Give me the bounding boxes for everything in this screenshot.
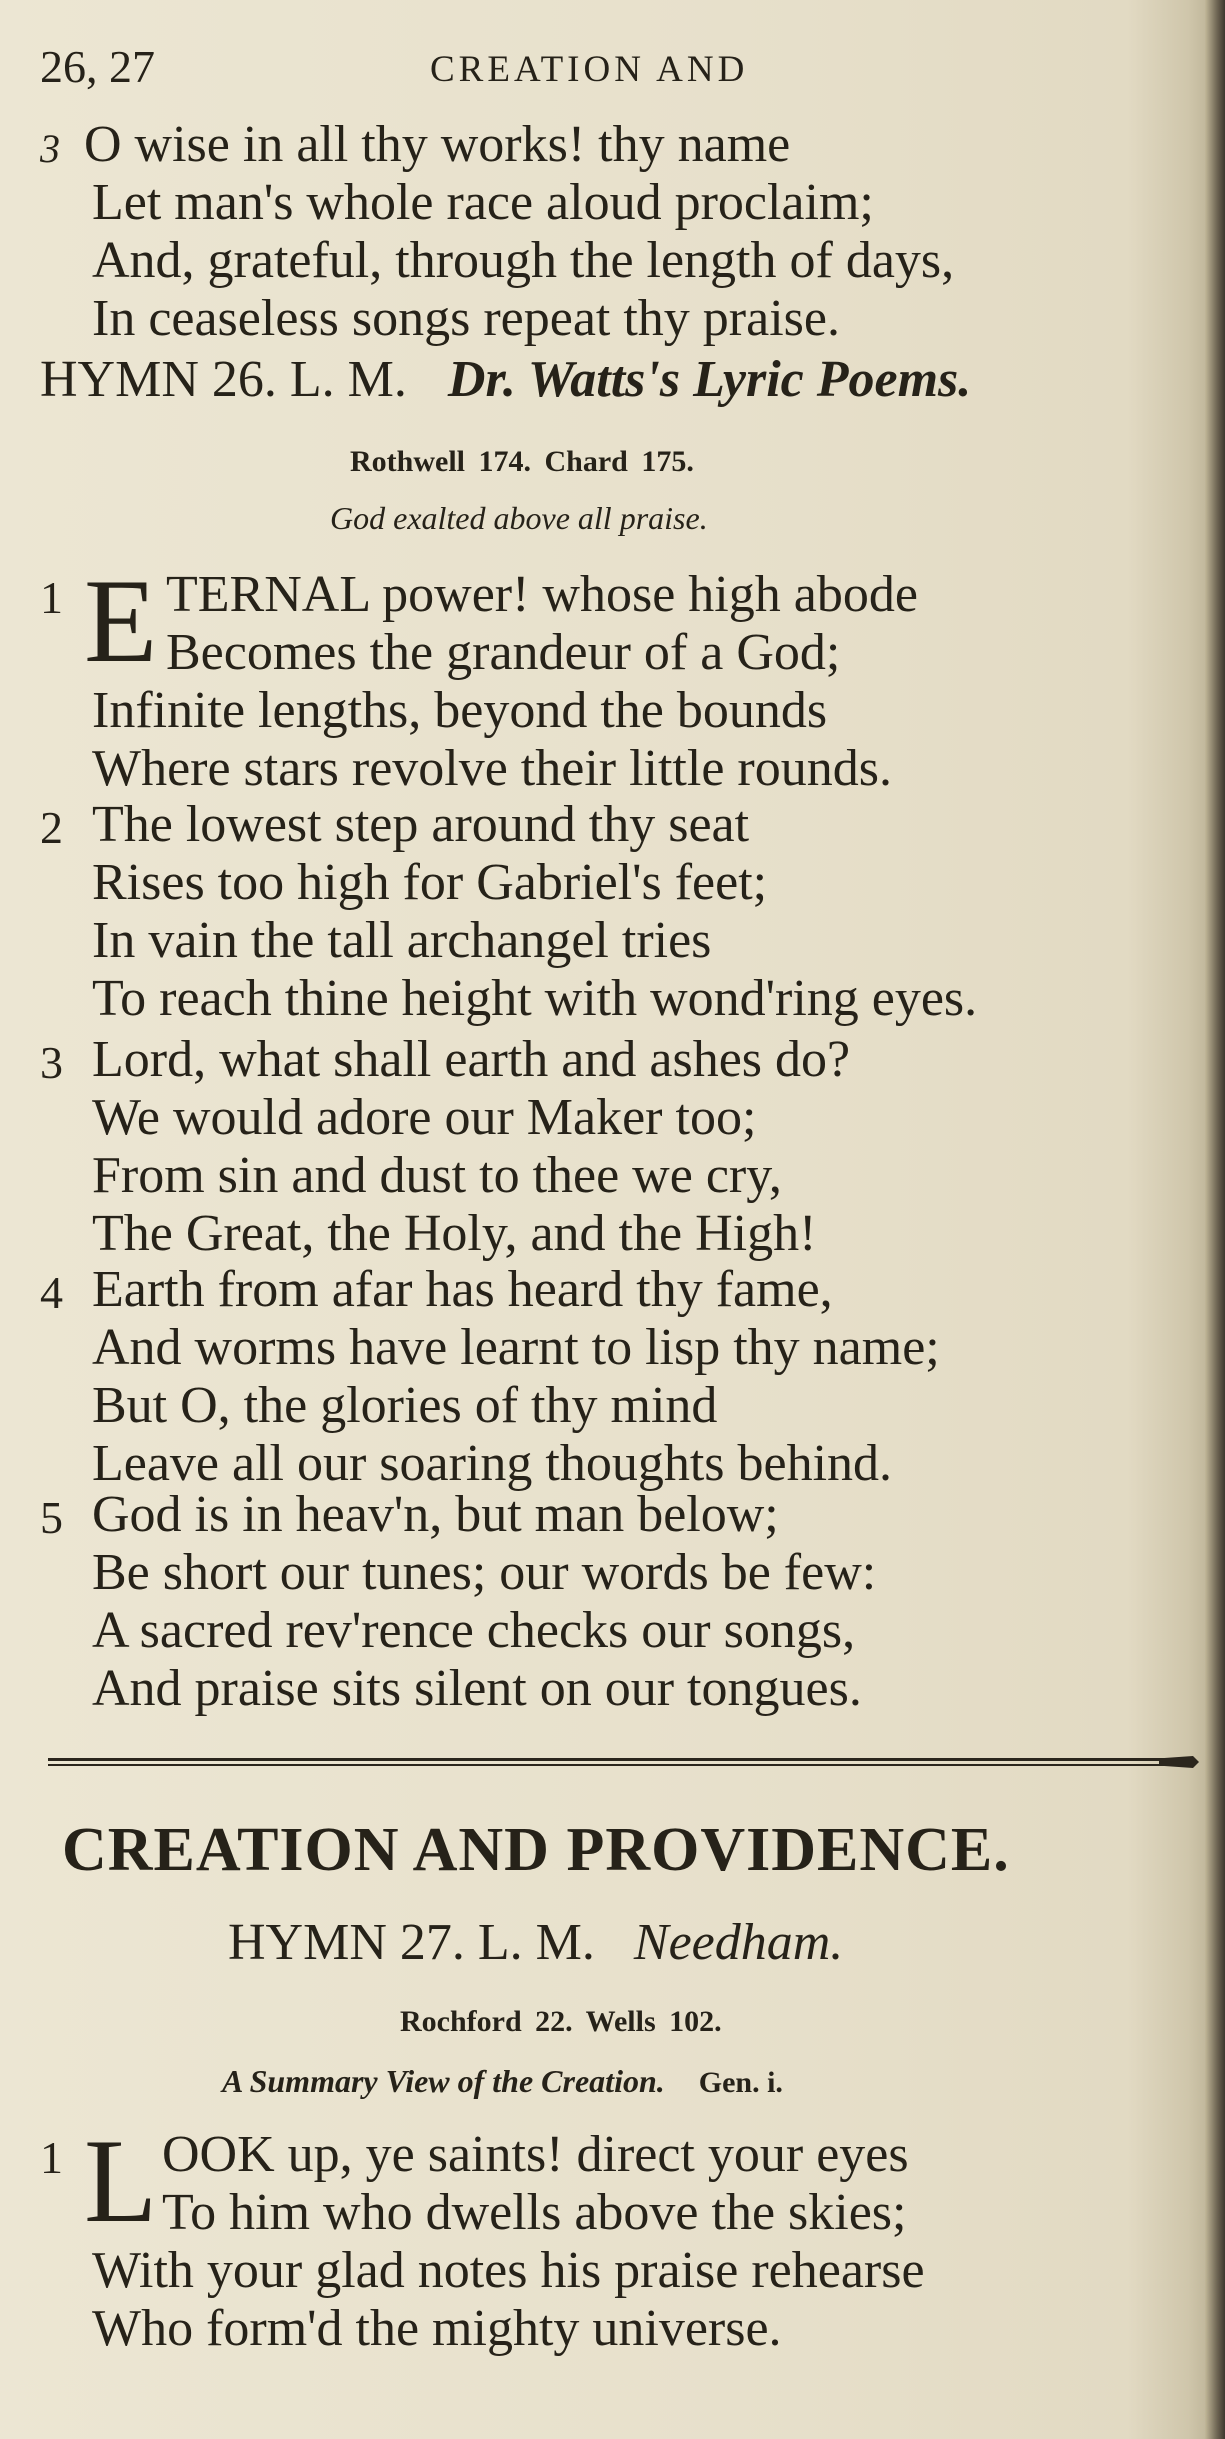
hymn-26-subject: God exalted above all praise. (330, 500, 708, 536)
hymn-27-tunes: Rochford 22. Wells 102. (400, 2005, 722, 2038)
hymn-26-heading (40, 350, 971, 409)
running-title: CREATION AND (430, 49, 749, 90)
section-divider (48, 1758, 1193, 1768)
hymn-27-attribution: Needham. (633, 1914, 844, 1971)
verse-line: Infinite lengths, beyond the bounds (92, 682, 828, 739)
verse-line: And praise sits silent on our tongues. (92, 1660, 862, 1717)
hymn-27-label: HYMN 27. L. M. (228, 1914, 595, 1971)
hymn-27-subject-line (222, 2063, 783, 2100)
verse-number: 2 (40, 802, 63, 853)
verse-line: OOK up, ye saints! direct your eyes (162, 2126, 909, 2183)
verse-line: Leave all our soaring thoughts behind. (92, 1435, 893, 1492)
verse-line: To him who dwells above the skies; (162, 2184, 907, 2241)
verse-line: Becomes the grandeur of a God; (166, 624, 841, 681)
verse-number: 1 (40, 572, 63, 623)
verse-line: Earth from afar has heard thy fame, (92, 1261, 833, 1318)
hymn-26-label: HYMN 26. L. M. (40, 351, 407, 408)
verse-line: In ceaseless songs repeat thy praise. (92, 290, 840, 347)
verse-line: To reach thine height with wond'ring eyes. (92, 970, 978, 1027)
verse-line: Be short our tunes; our words be few: (92, 1544, 877, 1601)
verse-line: Where stars revolve their little rounds. (92, 740, 892, 797)
hymn-26-attribution: Dr. Watts's Lyric Poems. (447, 351, 972, 408)
hymn-27-heading (228, 1913, 843, 1972)
hymn-27-subject: A Summary View of the Creation. (222, 2063, 665, 2099)
verse-line: Lord, what shall earth and ashes do? (92, 1031, 851, 1088)
verse-line: From sin and dust to thee we cry, (92, 1147, 782, 1204)
verse-line: Let man's whole race aloud proclaim; (92, 174, 874, 231)
verse-line: The lowest step around thy seat (92, 796, 750, 853)
hymn-27-reference: Gen. i. (698, 2066, 783, 2099)
verse-number: 5 (40, 1492, 63, 1543)
verse-line: With your glad notes his praise rehearse (92, 2242, 925, 2299)
drop-cap: E (84, 554, 158, 687)
drop-cap: L (84, 2114, 158, 2247)
verse-line: But O, the glories of thy mind (92, 1377, 718, 1434)
verse-line: A sacred rev'rence checks our songs, (92, 1602, 856, 1659)
verse-number: 1 (40, 2132, 63, 2183)
hymn-26-tunes: Rothwell 174. Chard 175. (350, 445, 694, 478)
verse-line: In vain the tall archangel tries (92, 912, 712, 969)
verse-number: 3 (40, 126, 60, 171)
verse-number: 3 (40, 1037, 63, 1088)
verse-line: Who form'd the mighty universe. (92, 2300, 782, 2357)
page-numbers: 26, 27 (40, 41, 155, 92)
verse-line: The Great, the Holy, and the High! (92, 1205, 817, 1262)
verse-line: O wise in all thy works! thy name (84, 116, 791, 173)
verse-line: And, grateful, through the length of days, (92, 232, 955, 289)
verse-line: TERNAL power! whose high abode (166, 566, 918, 623)
section-title: CREATION AND PROVIDENCE. (62, 1816, 1010, 1884)
verse-line: God is in heav'n, but man below; (92, 1486, 779, 1543)
verse-line: We would adore our Maker too; (92, 1089, 757, 1146)
page-edge (1205, 0, 1225, 2439)
verse-line: And worms have learnt to lisp thy name; (92, 1319, 940, 1376)
verse-line: Rises too high for Gabriel's feet; (92, 854, 768, 911)
verse-number: 4 (40, 1267, 63, 1318)
